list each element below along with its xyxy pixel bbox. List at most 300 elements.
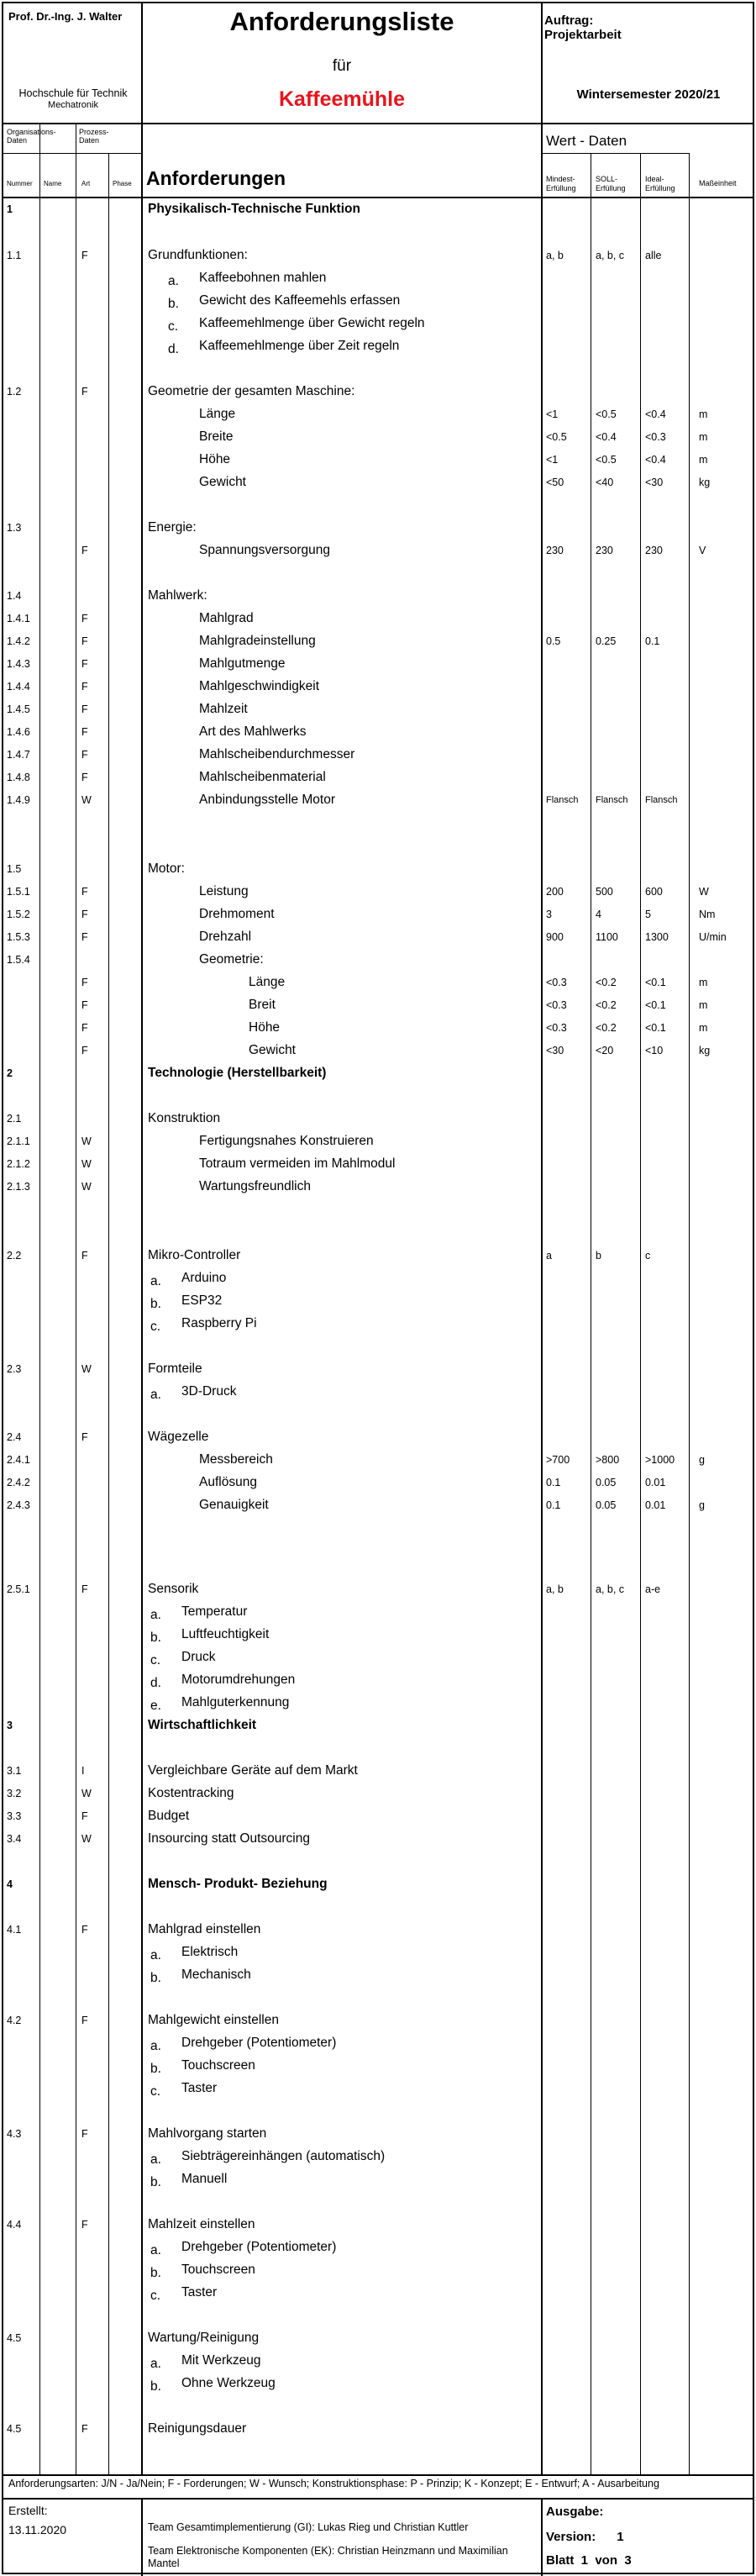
ideal-value: <10 xyxy=(645,1045,664,1056)
team-ek: Team Elektronische Komponenten (EK): Christian Heinzmann und Maximilian Mantel xyxy=(148,2545,508,2569)
requirement-label: Breite xyxy=(199,429,234,444)
requirement-row xyxy=(3,2055,753,2078)
requirement-text xyxy=(150,1673,296,1690)
mindest-value: 0.1 xyxy=(546,1477,561,1488)
requirement-type: F xyxy=(81,2219,88,2231)
requirement-text xyxy=(150,2285,218,2303)
requirement-number: 1 xyxy=(7,203,13,215)
requirement-label: Temperatur xyxy=(181,1604,248,1619)
requirement-label: Motor: xyxy=(148,861,185,876)
requirement-row xyxy=(3,540,753,562)
requirement-row xyxy=(3,2032,753,2055)
ideal-value: <0.1 xyxy=(645,1022,666,1034)
unit-value: m xyxy=(699,1022,708,1034)
requirement-type: F xyxy=(81,1431,88,1443)
soll-value: <0.2 xyxy=(596,977,617,988)
requirement-number: 1.4.5 xyxy=(7,703,30,715)
requirement-label: Formteile xyxy=(148,1362,202,1376)
requirement-row xyxy=(3,2282,753,2305)
unit-value: kg xyxy=(699,1045,711,1056)
soll-value: Flansch xyxy=(596,795,628,805)
requirement-label: Kaffeemehlmenge über Zeit regeln xyxy=(199,339,400,353)
mindest-value: <0.5 xyxy=(546,431,567,443)
requirement-label: Vergleichbare Geräte auf dem Markt xyxy=(148,1763,358,1778)
requirement-label: Mahlvorgang starten xyxy=(148,2126,267,2141)
soll-value: <20 xyxy=(596,1045,614,1056)
soll-value: 230 xyxy=(596,545,613,556)
requirement-row xyxy=(3,766,753,789)
requirement-type: F xyxy=(81,703,88,715)
requirement-type: F xyxy=(81,250,88,261)
requirement-label: Mahlgutmenge xyxy=(199,656,286,671)
col-header-soll xyxy=(596,175,626,193)
school-department: Mechatronik xyxy=(48,100,98,110)
requirement-label: Manuell xyxy=(181,2172,228,2186)
product-name: Kaffeemühle xyxy=(278,87,406,111)
requirement-text xyxy=(199,793,335,808)
requirement-label: Anbindungsstelle Motor xyxy=(199,793,335,807)
requirement-number: 2 xyxy=(7,1067,13,1079)
requirement-text xyxy=(150,1627,270,1645)
list-marker: b. xyxy=(150,2379,161,2394)
requirement-text xyxy=(150,1650,216,1667)
unit-value: kg xyxy=(699,477,711,488)
col-header-ideal xyxy=(645,175,675,193)
requirement-text xyxy=(150,1271,227,1288)
requirement-label: Druck xyxy=(181,1650,216,1664)
requirement-row xyxy=(3,313,753,335)
list-marker: b. xyxy=(150,2266,161,2280)
requirement-type: F xyxy=(81,635,88,647)
sheet-count: Blatt 1 von 3 xyxy=(546,2553,632,2568)
requirement-row xyxy=(3,1449,753,1472)
requirement-label: Physikalisch-Technische Funktion xyxy=(148,202,360,216)
requirement-text xyxy=(148,520,197,535)
requirement-label: Länge xyxy=(249,975,286,989)
list-marker: c. xyxy=(150,1320,161,1334)
document-title: Anforderungsliste xyxy=(229,7,454,36)
requirement-label: Gewicht des Kaffeemehls erfassen xyxy=(199,293,401,308)
wert-subheader-rule xyxy=(541,153,689,154)
requirement-type: F xyxy=(81,613,88,624)
ideal-value: <0.3 xyxy=(645,431,666,443)
requirement-type: F xyxy=(81,772,88,783)
requirement-row xyxy=(3,1646,753,1669)
list-marker: a. xyxy=(150,1608,161,1622)
auftrag-label: Auftrag: xyxy=(544,13,594,28)
soll-line2: Erfüllung xyxy=(596,184,626,192)
requirement-text xyxy=(150,1695,290,1713)
requirement-row xyxy=(3,1108,753,1130)
requirement-type: F xyxy=(81,1810,88,1822)
requirement-text xyxy=(168,316,425,334)
unit-value: U/min xyxy=(699,931,727,943)
requirement-number: 4 xyxy=(7,1878,13,1890)
soll-value: 0.25 xyxy=(596,635,617,647)
mindest-value: <0.3 xyxy=(546,999,567,1011)
requirement-row xyxy=(3,744,753,766)
requirement-label: Mahlgrad einstellen xyxy=(148,1922,261,1936)
col-header-phase: Phase xyxy=(113,180,132,187)
requirement-row xyxy=(3,721,753,744)
footer-top-rule xyxy=(3,2474,753,2476)
ideal-line1: Ideal- xyxy=(645,175,664,183)
requirement-number: 2.1.3 xyxy=(7,1181,30,1193)
requirement-label: Technologie (Herstellbarkeit) xyxy=(148,1066,327,1080)
requirement-row xyxy=(3,1130,753,1153)
requirement-text xyxy=(199,1452,273,1467)
requirement-number: 2.1.2 xyxy=(7,1158,30,1170)
requirement-label: Drehgeber (Potentiometer) xyxy=(181,2036,337,2050)
org-subheader-rule xyxy=(3,153,143,154)
requirements-legend: Anforderungsarten: J/N - Ja/Nein; F - Forderungen; W - Wunsch; Konstruktionsphase: P - Prinzip; K - Konzept; E - Entwurf; A - Ausarbeitung xyxy=(8,2478,659,2489)
requirement-type: F xyxy=(81,749,88,761)
soll-value: <0.2 xyxy=(596,999,617,1011)
requirement-text xyxy=(148,1582,198,1597)
list-marker: b. xyxy=(168,297,179,311)
requirement-type: F xyxy=(81,1924,88,1936)
requirement-number: 3.2 xyxy=(7,1788,22,1799)
requirement-number: 1.1 xyxy=(7,250,22,261)
requirement-type: F xyxy=(81,386,88,398)
requirement-number: 2.4.1 xyxy=(7,1454,30,1466)
requirement-text xyxy=(148,1922,260,1937)
mindest-value: <30 xyxy=(546,1045,564,1056)
requirement-text xyxy=(150,1945,239,1962)
soll-value: 500 xyxy=(596,886,613,898)
process-data-line1: Prozess- xyxy=(79,128,109,136)
requirement-label: Konstruktion xyxy=(148,1111,221,1125)
requirement-label: Genauigkeit xyxy=(199,1498,269,1512)
mindest-value: 900 xyxy=(546,931,564,943)
requirement-label: Grundfunktionen: xyxy=(148,248,248,262)
requirement-text xyxy=(249,998,276,1013)
requirement-number: 1.3 xyxy=(7,522,22,534)
school-block xyxy=(3,87,143,111)
requirement-text xyxy=(148,2126,266,2141)
unit-value: g xyxy=(699,1454,705,1466)
col-header-mindest xyxy=(546,175,576,193)
ideal-value: 5 xyxy=(645,909,651,920)
requirement-type: F xyxy=(81,977,88,988)
requirement-type: F xyxy=(81,2015,88,2026)
unit-value: m xyxy=(699,999,708,1011)
requirement-text xyxy=(148,1786,234,1801)
requirement-type: W xyxy=(81,1181,92,1193)
requirement-type: F xyxy=(81,886,88,898)
list-marker: a. xyxy=(150,1388,161,1402)
footer-mid-rule xyxy=(3,2498,753,2500)
requirement-label: Höhe xyxy=(199,452,231,466)
requirement-text xyxy=(148,1877,328,1892)
list-marker: b. xyxy=(150,2175,161,2189)
mindest-value: >700 xyxy=(546,1454,570,1466)
requirement-label: Messbereich xyxy=(199,1452,273,1467)
requirement-row xyxy=(3,1358,753,1381)
unit-value: m xyxy=(699,454,708,466)
list-marker: d. xyxy=(168,342,179,356)
requirement-row xyxy=(3,1783,753,1805)
requirement-number: 2.5.1 xyxy=(7,1583,30,1595)
created-date: 13.11.2020 xyxy=(8,2523,67,2536)
requirement-row xyxy=(3,653,753,676)
requirement-text xyxy=(148,2217,255,2232)
mindest-line1: Mindest- xyxy=(546,175,575,183)
requirement-row xyxy=(3,2236,753,2259)
ideal-value: 0.01 xyxy=(645,1499,666,1511)
requirement-row xyxy=(3,381,753,403)
requirement-label: Drehmoment xyxy=(199,907,275,921)
requirement-number: 2.1 xyxy=(7,1113,22,1125)
mindest-value: <0.3 xyxy=(546,977,567,988)
requirement-number: 3.1 xyxy=(7,1765,22,1777)
list-marker: b. xyxy=(150,1297,161,1311)
requirement-text xyxy=(148,202,360,217)
list-marker: c. xyxy=(150,2084,161,2099)
requirement-label: Mechanisch xyxy=(181,1968,251,1982)
requirement-type: W xyxy=(81,1363,92,1375)
requirement-row xyxy=(3,1267,753,1290)
requirement-row xyxy=(3,426,753,449)
org-data-line1: Organisations- xyxy=(7,128,56,136)
soll-value: 0.05 xyxy=(596,1499,617,1511)
list-marker: a. xyxy=(150,2152,161,2167)
requirement-row xyxy=(3,1176,753,1198)
ausgabe-label: Ausgabe: xyxy=(546,2505,604,2519)
requirement-number: 1.4.9 xyxy=(7,794,30,806)
requirement-row xyxy=(3,517,753,540)
requirement-row xyxy=(3,1494,753,1517)
requirement-row xyxy=(3,2418,753,2441)
requirement-text xyxy=(199,611,254,626)
requirement-text xyxy=(199,429,234,445)
requirement-text xyxy=(148,1763,358,1778)
requirement-row xyxy=(3,1805,753,1828)
school-name: Hochschule für Technik xyxy=(18,87,128,99)
requirement-text xyxy=(148,2421,246,2436)
requirement-row xyxy=(3,1828,753,1851)
requirement-label: Kaffeemehlmenge über Gewicht regeln xyxy=(199,316,425,330)
soll-value: 1100 xyxy=(596,931,618,943)
list-marker: b. xyxy=(150,1630,161,1645)
soll-value: <0.5 xyxy=(596,454,617,466)
requirement-type: F xyxy=(81,909,88,920)
requirement-type: F xyxy=(81,1250,88,1262)
requirement-label: Fertigungsnahes Konstruieren xyxy=(199,1134,374,1148)
header-bottom-rule xyxy=(3,123,753,124)
requirement-label: Totraum vermeiden im Mahlmodul xyxy=(199,1156,396,1171)
list-marker: e. xyxy=(150,1699,161,1713)
requirement-type: F xyxy=(81,2423,88,2435)
requirement-label: Drehzahl xyxy=(199,930,252,944)
requirement-text xyxy=(150,1968,251,1985)
requirement-label: Taster xyxy=(181,2285,218,2299)
requirement-label: Geometrie der gesamten Maschine: xyxy=(148,384,355,398)
requirement-number: 3 xyxy=(7,1720,13,1731)
list-marker: c. xyxy=(150,2289,161,2303)
requirement-number: 1.4.6 xyxy=(7,726,30,738)
list-marker: b. xyxy=(150,1971,161,1985)
requirement-number: 1.2 xyxy=(7,386,22,398)
ideal-value: a-e xyxy=(645,1583,661,1595)
requirement-row xyxy=(3,267,753,290)
requirement-row xyxy=(3,1578,753,1601)
mindest-value: a, b xyxy=(546,250,564,261)
requirement-text xyxy=(249,1043,296,1058)
requirement-label: Geometrie: xyxy=(199,952,264,967)
requirement-number: 4.4 xyxy=(7,2219,22,2231)
requirement-text xyxy=(150,2081,218,2099)
requirement-row xyxy=(3,1919,753,1941)
requirement-text xyxy=(148,2331,259,2346)
requirement-number: 1.5.1 xyxy=(7,886,30,898)
mindest-value: 230 xyxy=(546,545,564,556)
requirement-text xyxy=(199,475,246,490)
requirement-label: Länge xyxy=(199,407,236,421)
requirement-text xyxy=(150,1293,223,1311)
requirement-type: F xyxy=(81,658,88,670)
soll-value: 0.05 xyxy=(596,1477,617,1488)
requirement-text xyxy=(168,271,327,288)
requirement-type: F xyxy=(81,999,88,1011)
requirement-type: F xyxy=(81,1045,88,1056)
requirement-row xyxy=(3,1017,753,1040)
ideal-value: c xyxy=(645,1250,651,1262)
soll-value: <0.2 xyxy=(596,1022,617,1034)
requirement-text xyxy=(148,1362,202,1377)
requirement-label: Gewicht xyxy=(199,475,246,489)
semester: Wintersemester 2020/21 xyxy=(576,87,721,102)
requirement-number: 2.1.1 xyxy=(7,1135,30,1147)
requirement-row xyxy=(3,949,753,972)
team-gi: Team Gesamtimplementierung (GI): Lukas Rieg und Christian Kuttler xyxy=(148,2521,469,2533)
requirement-text xyxy=(168,339,400,356)
requirement-row xyxy=(3,1290,753,1313)
requirement-label: Ohne Werkzeug xyxy=(181,2376,276,2390)
requirement-row xyxy=(3,698,753,721)
list-marker: a. xyxy=(150,2357,161,2371)
ideal-value: <0.4 xyxy=(645,454,666,466)
requirement-number: 1.4.4 xyxy=(7,681,30,693)
requirement-number: 2.4 xyxy=(7,1431,22,1443)
ideal-value: <0.4 xyxy=(645,408,666,420)
requirement-label: Mahlwerk: xyxy=(148,588,207,603)
process-data-line2: Daten xyxy=(79,136,100,145)
requirement-row xyxy=(3,1601,753,1624)
list-marker: c. xyxy=(168,319,179,334)
version: Version: 1 xyxy=(546,2530,624,2544)
mindest-value: 0.1 xyxy=(546,1499,561,1511)
requirement-row xyxy=(3,403,753,426)
requirement-text xyxy=(150,2036,337,2053)
requirement-text xyxy=(148,2013,279,2028)
requirement-label: Reinigungsdauer xyxy=(148,2421,247,2436)
requirement-text xyxy=(150,1316,257,1334)
requirement-text xyxy=(199,702,248,717)
requirement-label: Mahlgradeinstellung xyxy=(199,634,316,648)
requirement-number: 4.5 xyxy=(7,2332,22,2344)
requirement-row xyxy=(3,630,753,653)
requirement-label: Drehgeber (Potentiometer) xyxy=(181,2240,337,2254)
requirement-type: F xyxy=(81,2128,88,2140)
requirement-label: Mahlscheibendurchmesser xyxy=(199,747,355,761)
requirement-text xyxy=(199,1498,269,1513)
auftrag-block xyxy=(544,13,622,42)
requirement-row xyxy=(3,245,753,267)
ideal-value: alle xyxy=(645,250,662,261)
requirement-label: Elektrisch xyxy=(181,1945,239,1959)
requirement-text xyxy=(199,1475,257,1490)
requirement-number: 1.4 xyxy=(7,590,22,602)
requirement-text xyxy=(148,1809,189,1824)
requirement-row xyxy=(3,585,753,608)
requirement-text xyxy=(150,2240,337,2257)
requirement-text xyxy=(148,1111,220,1126)
requirement-label: Siebträgereinhängen (automatisch) xyxy=(181,2149,386,2163)
requirement-type: F xyxy=(81,931,88,943)
requirement-label: Motorumdrehungen xyxy=(181,1673,296,1687)
requirement-label: Wirtschaftlichkeit xyxy=(148,1718,257,1732)
requirement-text xyxy=(199,884,249,899)
requirement-label: Arduino xyxy=(181,1271,227,1285)
soll-value: 4 xyxy=(596,909,601,920)
requirement-row xyxy=(3,1692,753,1715)
requirement-row xyxy=(3,2123,753,2146)
unit-value: m xyxy=(699,977,708,988)
requirement-text xyxy=(150,1604,248,1622)
requirement-label: Höhe xyxy=(249,1020,281,1035)
requirement-row xyxy=(3,903,753,926)
requirement-number: 4.1 xyxy=(7,1924,22,1936)
mindest-value: Flansch xyxy=(546,795,579,805)
requirement-text xyxy=(148,1066,326,1081)
requirement-label: Sensorik xyxy=(148,1582,199,1596)
requirement-label: Wartung/Reinigung xyxy=(148,2331,260,2345)
requirement-row xyxy=(3,2010,753,2032)
ideal-value: 600 xyxy=(645,886,663,898)
requirement-text xyxy=(199,1179,311,1194)
requirement-row xyxy=(3,1941,753,1964)
requirement-label: Mahlgrad xyxy=(199,611,254,625)
requirement-row xyxy=(3,290,753,313)
requirement-row xyxy=(3,2078,753,2100)
requirement-label: Mahlzeit xyxy=(199,702,248,716)
requirement-text xyxy=(148,248,248,263)
requirement-row xyxy=(3,1964,753,1987)
requirement-row xyxy=(3,335,753,358)
requirement-number: 1.4.2 xyxy=(7,635,30,647)
requirement-row xyxy=(3,449,753,471)
list-marker: d. xyxy=(150,1676,161,1690)
requirements-sheet xyxy=(2,2,754,2574)
requirement-row xyxy=(3,1426,753,1449)
requirement-type: F xyxy=(81,726,88,738)
requirement-type: F xyxy=(81,681,88,693)
requirement-text xyxy=(150,2172,228,2189)
requirement-type: W xyxy=(81,794,92,806)
requirement-text xyxy=(199,952,264,967)
requirement-label: Leistung xyxy=(199,884,249,898)
requirement-label: Mensch- Produkt- Beziehung xyxy=(148,1877,328,1891)
requirement-label: Mikro-Controller xyxy=(148,1248,241,1262)
requirement-text xyxy=(150,2263,255,2280)
unit-value: V xyxy=(699,545,706,556)
requirement-text xyxy=(199,656,286,672)
list-marker: c. xyxy=(150,1653,161,1667)
requirement-row xyxy=(3,2259,753,2282)
requirement-row xyxy=(3,2373,753,2395)
requirement-row xyxy=(3,2214,753,2236)
